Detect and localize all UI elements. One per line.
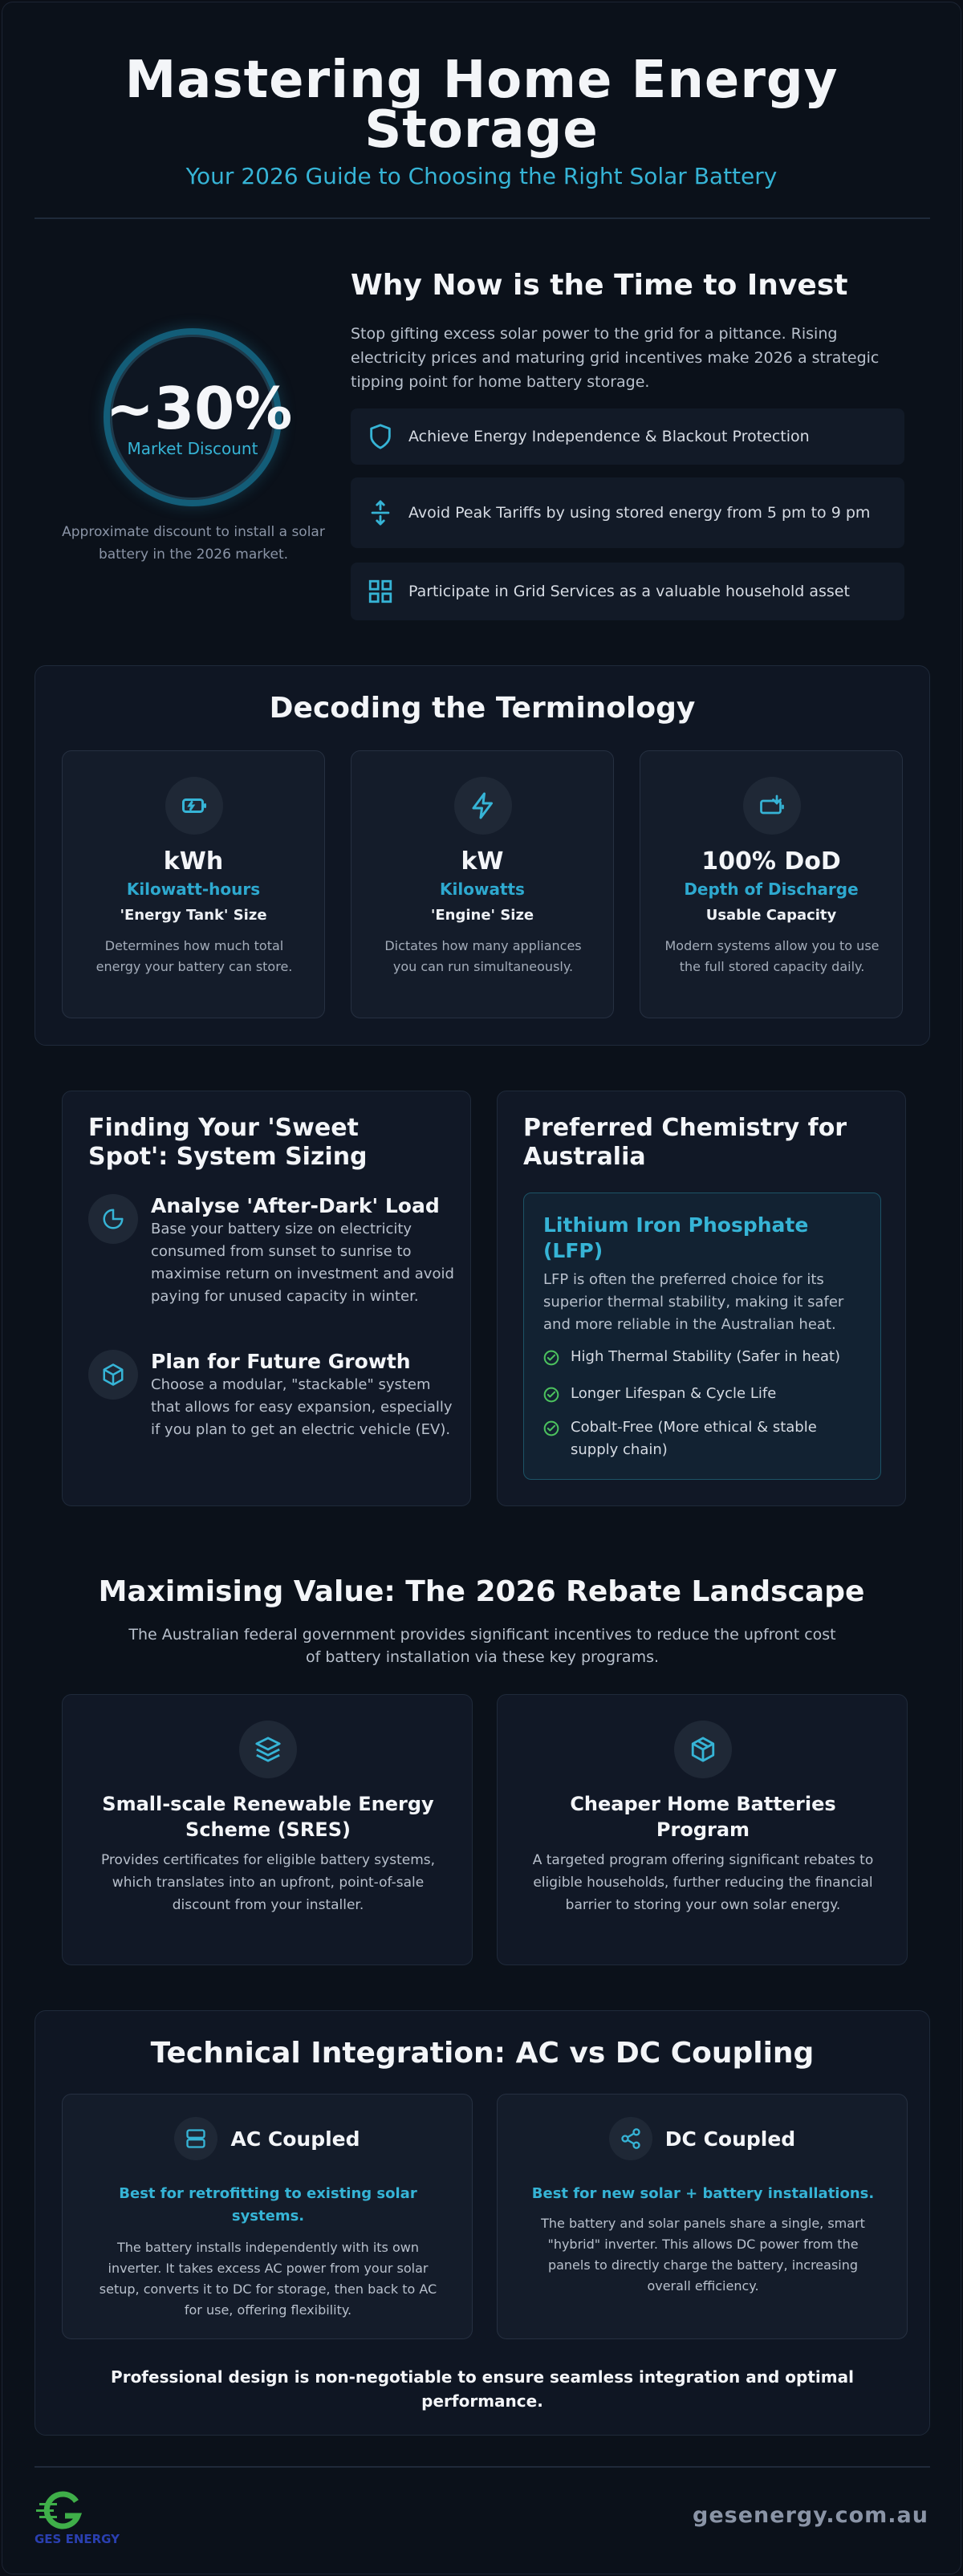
coupling-header bbox=[63, 2117, 472, 2160]
term-icon-wrap bbox=[743, 777, 801, 835]
sizing-text: Base your battery size on electricity consumed from sunset to sunrise to maximise return on investment and avoid paying for unused capacity in winter. bbox=[151, 1221, 454, 1305]
lfp-text: LFP is often the preferred choice for its superior thermal stability, making it safer and more reliable in the Australian heat. bbox=[543, 1271, 844, 1333]
lfp-check-item bbox=[543, 1346, 864, 1368]
sizing-text: Choose a modular, "stackable" system that allows for easy expansion, especially if you plan to get an electric vehicle (EV). bbox=[151, 1376, 453, 1438]
term-sub: 'Engine' Size bbox=[430, 907, 534, 924]
coupling-icon-wrap bbox=[609, 2117, 652, 2160]
check-circle-icon bbox=[543, 1387, 559, 1403]
pie-chart-icon bbox=[101, 1207, 125, 1231]
coupling-card-ac bbox=[62, 2094, 473, 2339]
rebate-text: Provides certificates for eligible battery systems, which translates into an upfront, point-of-sale discount from your installer. bbox=[100, 1852, 436, 1913]
rebate-heading: Small-scale Renewable Energy Scheme (SRES) bbox=[102, 1793, 434, 1841]
sizing-heading: Analyse 'After-Dark' Load bbox=[151, 1194, 440, 1217]
why-item-label: Avoid Peak Tariffs by using stored energy from 5 pm to 9 pm bbox=[408, 504, 871, 522]
rebates-title: Maximising Value: The 2026 Rebate Landscape bbox=[98, 1575, 865, 1608]
rebate-card-chbp bbox=[497, 1694, 908, 1965]
term-desc: Modern systems allow you to use the full stored capacity daily. bbox=[664, 938, 880, 974]
sizing-title: Finding Your 'Sweet Spot': System Sizing bbox=[88, 1114, 368, 1171]
coupling-title: Technical Integration: AC vs DC Coupling bbox=[150, 2037, 815, 2070]
chemistry-title: Preferred Chemistry for Australia bbox=[523, 1114, 847, 1171]
why-item-label: Achieve Energy Independence & Blackout Protection bbox=[408, 428, 810, 445]
chemistry-card bbox=[497, 1091, 906, 1506]
term-card-dod bbox=[640, 750, 903, 1018]
coupling-header bbox=[498, 2117, 907, 2160]
title-line-1: Mastering Home Energy bbox=[124, 51, 839, 110]
rebate-heading: Cheaper Home Batteries Program bbox=[570, 1793, 836, 1841]
lfp-check-label: Cobalt-Free (More ethical & stable supply chain) bbox=[571, 1419, 817, 1458]
term-desc: Determines how much total energy your battery can store. bbox=[95, 938, 293, 974]
term-sub: 'Energy Tank' Size bbox=[120, 907, 267, 924]
rebate-icon-wrap bbox=[674, 1721, 732, 1778]
why-item-independence bbox=[351, 408, 904, 465]
discount-ring bbox=[104, 328, 293, 506]
why-item-peak-tariffs bbox=[351, 477, 904, 548]
lfp-check-label: Longer Lifespan & Cycle Life bbox=[571, 1385, 777, 1402]
title-line-2: Storage bbox=[364, 100, 599, 160]
term-icon-wrap bbox=[454, 777, 512, 835]
sizing-card bbox=[62, 1091, 471, 1506]
term-name: Depth of Discharge bbox=[684, 880, 859, 899]
server-icon bbox=[185, 2127, 207, 2150]
term-abbr: kW bbox=[461, 847, 504, 876]
why-text: Stop gifting excess solar power to the grid for a pittance. Rising electricity prices and maturing grid incentives make 2026 a strategic tipping point for home battery storage. bbox=[351, 325, 880, 391]
rebate-icon-wrap bbox=[239, 1721, 297, 1778]
divider bbox=[35, 217, 930, 219]
lfp-box bbox=[523, 1193, 881, 1480]
coupling-best-for: Best for retrofitting to existing solar systems. bbox=[119, 2185, 417, 2225]
shield-icon bbox=[367, 423, 394, 450]
coupling-heading: DC Coupled bbox=[664, 2127, 796, 2151]
sizing-icon-wrap bbox=[88, 1350, 138, 1400]
layers-icon bbox=[254, 1736, 282, 1763]
battery-icon bbox=[180, 791, 209, 820]
lfp-title: Lithium Iron Phosphate (LFP) bbox=[543, 1213, 809, 1262]
discount-caption: Approximate discount to install a solar battery in the 2026 market. bbox=[62, 524, 325, 563]
discount-value: ~30% bbox=[105, 375, 293, 442]
rebates-text: The Australian federal government provides significant incentives to reduce the upfront cost of battery installation via these key programs. bbox=[128, 1626, 836, 1666]
coupling-card-dc bbox=[497, 2094, 908, 2339]
ges-logo-icon bbox=[35, 2490, 91, 2532]
sizing-icon-wrap bbox=[88, 1194, 138, 1244]
check-circle-icon bbox=[543, 1420, 559, 1436]
website-url: gesenergy.com.au bbox=[693, 2503, 928, 2528]
lfp-check-item bbox=[543, 1416, 864, 1461]
hero-header bbox=[2, 51, 961, 189]
page-title bbox=[2, 51, 961, 160]
ges-logo bbox=[35, 2490, 123, 2548]
discount-label: Market Discount bbox=[127, 439, 258, 458]
term-card-kw bbox=[351, 750, 614, 1018]
page-subtitle: Your 2026 Guide to Choosing the Right Solar Battery bbox=[185, 163, 778, 189]
coupling-heading: AC Coupled bbox=[230, 2127, 360, 2151]
terminology-title: Decoding the Terminology bbox=[269, 692, 696, 725]
coupling-text: The battery installs independently with its own inverter. It takes excess AC power from your solar setup, converts it to DC for storage, then back to AC for use, offering flexibility. bbox=[99, 2240, 437, 2318]
term-abbr: 100% DoD bbox=[701, 847, 841, 876]
grid-icon bbox=[367, 578, 394, 605]
infographic-page bbox=[2, 2, 961, 2574]
coupling-text: The battery and solar panels share a single, smart "hybrid" inverter. This allows DC power from the panels to directly charge the battery, increasing overall efficiency. bbox=[541, 2216, 865, 2294]
why-title: Why Now is the Time to Invest bbox=[351, 269, 848, 302]
why-item-label: Participate in Grid Services as a valuable household asset bbox=[408, 583, 850, 600]
sizing-heading: Plan for Future Growth bbox=[151, 1350, 411, 1373]
term-name: Kilowatts bbox=[440, 880, 525, 899]
lfp-check-label: High Thermal Stability (Safer in heat) bbox=[571, 1348, 841, 1365]
coupling-note: Professional design is non-negotiable to ensure seamless integration and optimal performance. bbox=[111, 2367, 854, 2411]
term-sub: Usable Capacity bbox=[705, 907, 837, 924]
why-item-grid-services bbox=[351, 563, 904, 620]
logo-text: GES ENERGY bbox=[35, 2532, 120, 2546]
share-icon bbox=[620, 2127, 642, 2150]
check-circle-icon bbox=[543, 1350, 559, 1366]
term-desc: Dictates how many appliances you can run simultaneously. bbox=[384, 938, 582, 974]
lfp-check-item bbox=[543, 1383, 864, 1405]
term-abbr: kWh bbox=[163, 847, 224, 876]
package-icon bbox=[689, 1736, 717, 1763]
cube-icon bbox=[101, 1363, 125, 1387]
term-icon-wrap bbox=[165, 777, 223, 835]
rebate-card-sres bbox=[62, 1694, 473, 1965]
arrows-icon bbox=[367, 499, 394, 526]
coupling-best-for: Best for new solar + battery installations. bbox=[531, 2185, 875, 2202]
rebate-text: A targeted program offering significant rebates to eligible households, further reducing the financial barrier to storing your own solar energy. bbox=[532, 1852, 874, 1913]
battery-discharge-icon bbox=[758, 791, 786, 820]
divider bbox=[35, 2466, 930, 2468]
term-name: Kilowatt-hours bbox=[126, 880, 261, 899]
coupling-icon-wrap bbox=[174, 2117, 217, 2160]
term-card-kwh bbox=[62, 750, 325, 1018]
lightning-icon bbox=[469, 791, 498, 820]
